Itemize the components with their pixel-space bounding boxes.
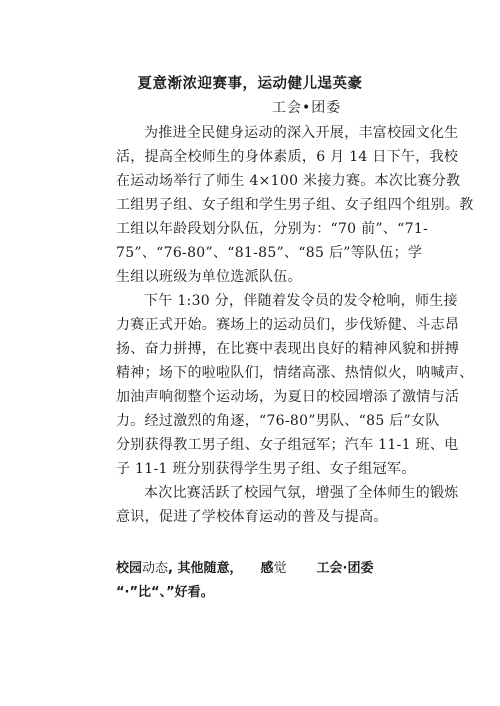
paragraph-line: 子 11-1 班分别获得学生男子组、女子组冠军。 bbox=[116, 461, 416, 477]
footer-line-1 bbox=[116, 557, 456, 581]
footer-text: 动态 bbox=[142, 561, 169, 576]
paragraph-line: 意识，促进了学校体育运动的普及与提高。 bbox=[116, 509, 388, 525]
footer-line-2: “·”比“、”好看。 bbox=[116, 585, 214, 600]
paragraph-line: 活，提高全校师生的身体素质，6 月 14 日下午，我校 bbox=[116, 149, 459, 165]
paragraph-line: 工组以年龄段划分队伍，分别为：“70 前”、“71- bbox=[116, 221, 429, 237]
paragraph-line: 扬、奋力拼搏，在比赛中表现出良好的精神风貌和拼搏 bbox=[116, 341, 460, 357]
footer-text: 觉 bbox=[273, 561, 287, 576]
article-title: 夏意渐浓迎赛事，运动健儿逞英豪 bbox=[137, 76, 363, 92]
paragraph-line: 为推进全民健身运动的深入开展，丰富校园文化生 bbox=[144, 125, 459, 141]
article-byline: 工会•团委 bbox=[272, 100, 342, 116]
paragraph-line: 在运动场举行了师生 4×100 米接力赛。本次比赛分教 bbox=[116, 173, 461, 189]
paragraph-line: 生组以班级为单位选派队伍。 bbox=[116, 269, 302, 285]
article-body bbox=[116, 121, 474, 529]
paragraph-line: 精神；场下的啦啦队们，情绪高涨、热情似火，呐喊声、 bbox=[116, 365, 474, 381]
footer-text: 感 bbox=[260, 561, 274, 576]
paragraph-line: 75”、“76-80”、“81-85”、“85 后”等队伍；学 bbox=[116, 245, 423, 261]
paragraph-line: 加油声响彻整个运动场，为夏日的校园增添了激情与活 bbox=[116, 389, 460, 405]
footer-text: , 其他随意， bbox=[168, 561, 243, 576]
paragraph-line: 本次比赛活跃了校园气氛，增强了全体师生的锻炼 bbox=[144, 485, 459, 501]
footer-note bbox=[116, 557, 456, 605]
paragraph-line: 力赛正式开始。赛场上的运动员们，步伐矫健、斗志昂 bbox=[116, 317, 460, 333]
paragraph-line: 分别获得教工男子组、女子组冠军；汽车 11-1 班、电 bbox=[116, 437, 459, 453]
paragraph-line: 工组男子组、女子组和学生男子组、女子组四个组别。教 bbox=[116, 197, 474, 213]
paragraph-line: 力。经过激烈的角逐，“76-80”男队、“85 后”女队 bbox=[116, 413, 440, 429]
paragraph-line: 下午 1:30 分，伴随着发令员的发令枪响，师生接 bbox=[144, 293, 458, 309]
footer-text: 工会·团委 bbox=[316, 561, 374, 576]
footer-text: 校园 bbox=[116, 561, 143, 576]
